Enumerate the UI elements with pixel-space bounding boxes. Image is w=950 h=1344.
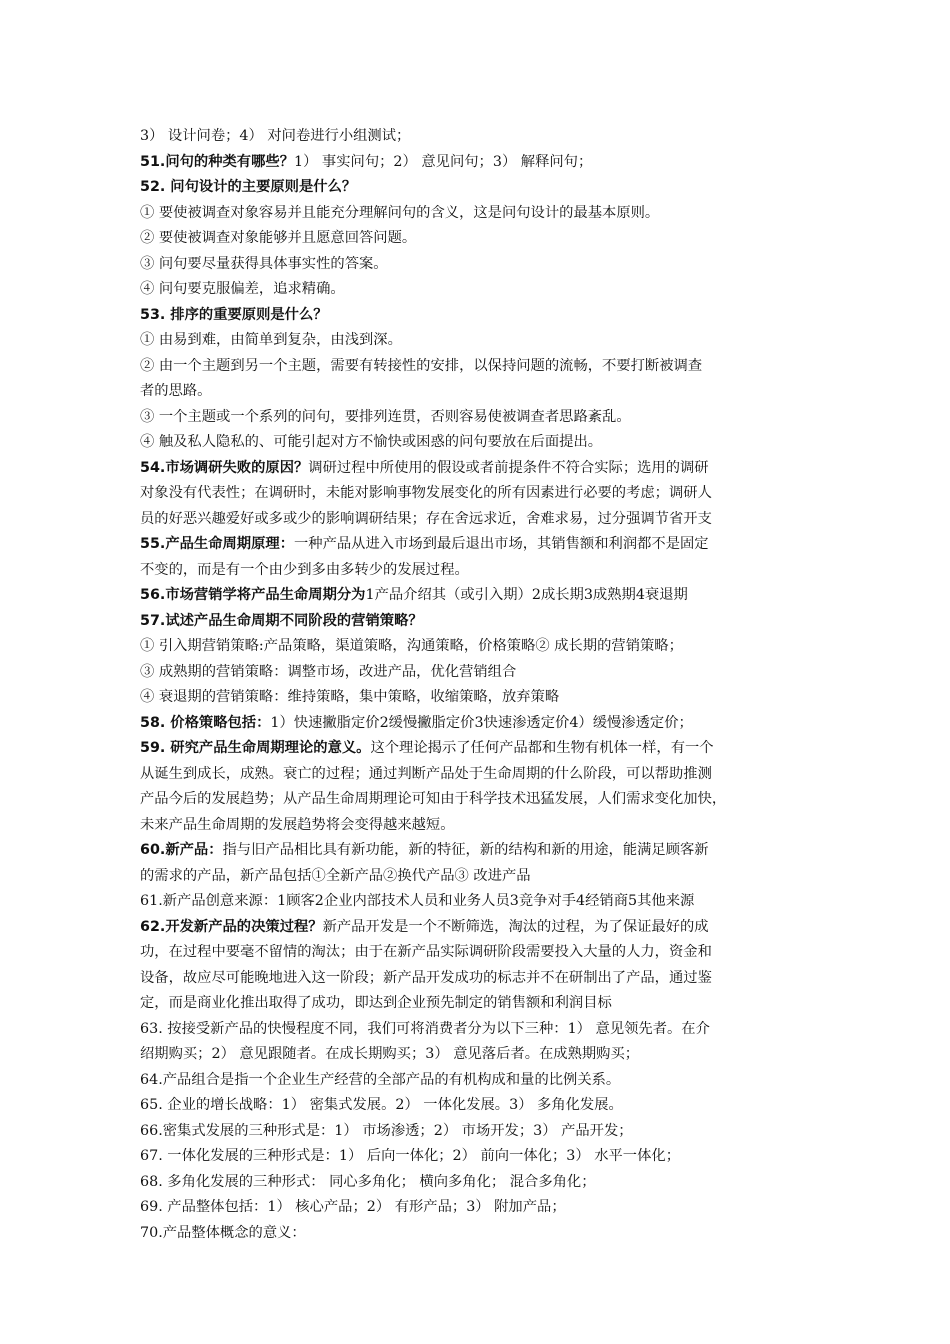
line-text: 设备，故应尽可能晚地进入这一阶段；新产品开发成功的标志并不在研制出了产品，通过鉴 (140, 969, 712, 986)
bold-lead: 59. 研究产品生命周期理论的意义。 (140, 740, 371, 756)
line-text: 功，在过程中要毫不留情的淘汰；由于在新产品实际调研阶段需要投入大量的人力，资金和 (140, 944, 712, 960)
text-line (140, 813, 820, 839)
text-line (140, 991, 820, 1017)
text-line (140, 201, 820, 227)
bold-lead: 52. 问句设计的主要原则是什么？ (140, 179, 357, 195)
line-text: 者的思路。 (140, 383, 212, 399)
text-line (140, 583, 820, 609)
line-text: ② 要使被调查对象能够并且愿意回答问题。 (140, 230, 417, 246)
line-text: 1） 事实问句；2） 意见问句；3） 解释问句； (294, 153, 593, 170)
line-text: 69. 产品整体包括：1） 核心产品；2） 有形产品；3） 附加产品； (140, 1199, 566, 1215)
line-text: ④ 触及私人隐私的、可能引起对方不愉快或困惑的问句要放在后面提出。 (140, 434, 603, 450)
text-line (140, 711, 820, 737)
text-line (140, 660, 820, 686)
text-line (140, 762, 820, 788)
text-line (140, 277, 820, 303)
line-text: 不变的，而是有一个由少到多由多转少的发展过程。 (140, 561, 469, 578)
line-text: 1）快速撇脂定价2缓慢撇脂定价3快速渗透定价4）缓慢渗透定价； (270, 714, 693, 731)
text-line (140, 226, 820, 252)
bold-lead: 51.问句的种类有哪些？ (140, 153, 294, 170)
line-text: 63. 按接受新产品的快慢程度不同，我们可将消费者分为以下三种：1） 意见领先者。在介 (140, 1020, 710, 1037)
text-line (140, 838, 820, 864)
text-line (140, 456, 820, 482)
bold-lead: 55.产品生命周期原理： (140, 536, 294, 552)
line-text: 70.产品整体概念的意义： (140, 1224, 306, 1241)
line-text: ② 由一个主题到另一个主题，需要有转接性的安排，以保持问题的流畅，不要打断被调查 (140, 357, 703, 374)
text-line (140, 787, 820, 813)
line-text: 产品今后的发展趋势；从产品生命周期理论可知由于科学技术迅猛发展，人们需求变化加快， (140, 791, 727, 807)
line-text: 65. 企业的增长战略：1） 密集式发展。2） 一体化发展。3） 多角化发展。 (140, 1097, 623, 1113)
line-text: 64.产品组合是指一个企业生产经营的全部产品的有机构成和量的比例关系。 (140, 1071, 621, 1088)
line-text: 61.新产品创意来源：1顾客2企业内部技术人员和业务人员3竞争对手4经销商5其他来源 (140, 893, 695, 909)
text-line (140, 124, 820, 150)
line-text: ③ 一个主题或一个系列的问句，要排列连贯，否则容易使被调查者思路紊乱。 (140, 408, 631, 425)
bold-lead: 56.市场营销学将产品生命周期分为 (140, 587, 366, 603)
text-line (140, 609, 820, 635)
line-text: ① 引入期营销策略:产品策略，渠道策略，沟通策略，价格策略② 成长期的营销策略； (140, 638, 683, 654)
line-text: ① 由易到难，由简单到复杂，由浅到深。 (140, 332, 402, 348)
line-text: ① 要使被调查对象容易并且能充分理解问句的含义，这是问句设计的最基本原则。 (140, 204, 660, 221)
text-line (140, 354, 820, 380)
bold-lead: 57.试述产品生命周期不同阶段的营销策略？ (140, 612, 423, 629)
text-line (140, 915, 820, 941)
line-text: 定，而是商业化推出取得了成功，即达到企业预先制定的销售额和利润目标 (140, 995, 612, 1011)
bold-lead: 58. 价格策略包括： (140, 714, 271, 731)
line-text: ③ 问句要尽量获得具体事实性的答案。 (140, 255, 388, 272)
line-text: 的需求的产品，新产品包括①全新产品②换代产品③ 改进产品 (140, 867, 531, 884)
text-line (140, 507, 820, 533)
text-line (140, 150, 820, 176)
bold-lead: 54.市场调研失败的原因？ (140, 459, 309, 476)
line-text: 未来产品生命周期的发展趋势将会变得越来越短。 (140, 816, 455, 833)
text-line (140, 1042, 820, 1068)
line-text: ③ 成熟期的营销策略：调整市场，改进产品，优化营销组合 (140, 663, 517, 680)
text-line (140, 685, 820, 711)
text-line (140, 1119, 820, 1145)
line-text: 新产品开发是一个不断筛选，淘汰的过程，为了保证最好的成 (322, 918, 709, 935)
text-line (140, 430, 820, 456)
text-line (140, 1170, 820, 1196)
text-line (140, 328, 820, 354)
bold-lead: 60.新产品： (140, 842, 223, 858)
line-text: 3） 设计问卷；4） 对问卷进行小组测试； (140, 128, 411, 144)
text-line (140, 303, 820, 329)
text-line (140, 1017, 820, 1043)
line-text: 66.密集式发展的三种形式是：1） 市场渗透；2） 市场开发；3） 产品开发； (140, 1122, 633, 1139)
text-line (140, 1195, 820, 1221)
text-line (140, 1221, 820, 1247)
line-text: 对象没有代表性；在调研时，未能对影响事物发展变化的所有因素进行必要的考虑；调研人 (140, 485, 712, 501)
text-line (140, 405, 820, 431)
line-text: 指与旧产品相比具有新功能，新的特征，新的结构和新的用途，能满足顾客新 (222, 842, 709, 858)
line-text: 员的好恶兴趣爱好或多或少的影响调研结果；存在舍远求近，舍难求易，过分强调节省开支 (140, 510, 712, 527)
line-text: ④ 问句要克服偏差，追求精确。 (140, 281, 345, 297)
text-line (140, 634, 820, 660)
line-text: 一种产品从进入市场到最后退出市场，其销售额和利润都不是固定 (294, 536, 709, 552)
line-text: 从诞生到成长，成熟。衰亡的过程；通过判断产品处于生命周期的什么阶段，可以帮助推测 (140, 765, 712, 782)
text-line (140, 940, 820, 966)
text-line (140, 1144, 820, 1170)
line-text: 1产品介绍其（或引入期）2成长期3成熟期4衰退期 (365, 587, 688, 603)
text-line (140, 481, 820, 507)
bold-lead: 53. 排序的重要原则是什么？ (140, 306, 328, 323)
text-line (140, 1068, 820, 1094)
line-text: 68. 多角化发展的三种形式： 同心多角化； 横向多角化； 混合多角化； (140, 1173, 596, 1190)
text-line (140, 736, 820, 762)
text-line (140, 175, 820, 201)
text-line (140, 558, 820, 584)
line-text: ④ 衰退期的营销策略：维持策略，集中策略，收缩策略，放弃策略 (140, 689, 560, 705)
line-text: 绍期购买；2） 意见跟随者。在成长期购买；3） 意见落后者。在成熟期购买； (140, 1046, 640, 1062)
line-text: 调研过程中所使用的假设或者前提条件不符合实际；选用的调研 (308, 459, 709, 476)
text-line (140, 966, 820, 992)
line-text: 这个理论揭示了任何产品都和生物有机体一样，有一个 (370, 740, 714, 756)
text-line (140, 864, 820, 890)
text-line (140, 252, 820, 278)
line-text: 67. 一体化发展的三种形式是：1） 后向一体化；2） 前向一体化；3） 水平一体化； (140, 1148, 680, 1164)
bold-lead: 62.开发新产品的决策过程？ (140, 918, 323, 935)
text-line (140, 532, 820, 558)
text-line (140, 1093, 820, 1119)
text-line (140, 379, 820, 405)
document-page (140, 124, 820, 1246)
text-line (140, 889, 820, 915)
